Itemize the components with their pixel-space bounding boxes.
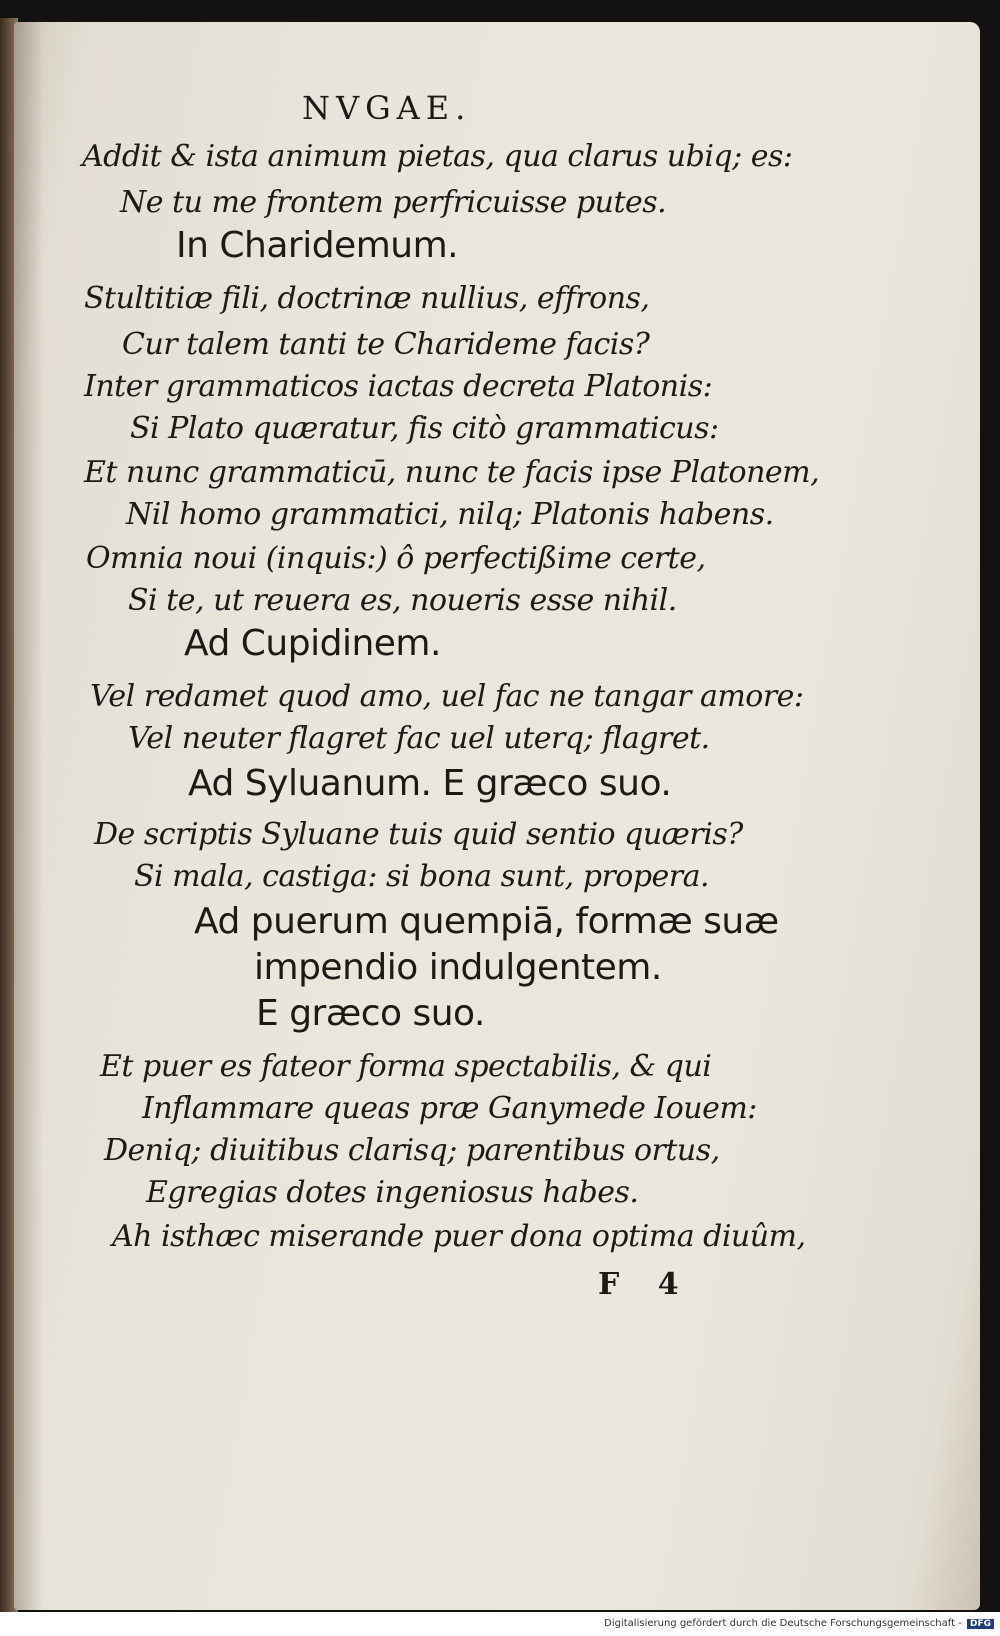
text-line: Inter grammaticos iactas decreta Platonis: [84,369,713,404]
text-line: Stultitiæ fili, doctrinæ nullius, effrons, [84,281,650,316]
text-line: Ah isthæc miserande puer dona optima diuûm, [112,1219,806,1254]
text-line: Egregias dotes ingeniosus habes. [146,1175,639,1210]
text-line: Deniq; diuitibus clarisq; parentibus ortus, [104,1133,720,1168]
section-heading: In Charidemum. [176,225,459,266]
text-line: Si mala, castiga: si bona sunt, propera. [134,859,710,894]
text-line: Cur talem tanti te Charideme facis? [122,327,650,362]
text-line: Addit & ista animum pietas, qua clarus ubiq; es: [82,139,793,174]
dfg-logo: DFG [967,1619,994,1629]
footer-text: Digitalisierung gefördert durch die Deutsche Forschungsgemeinschaft - [604,1618,962,1629]
text-line: Vel redamet quod amo, uel fac ne tangar amore: [90,679,804,714]
text-line: Nil homo grammatici, nilq; Platonis habens. [126,497,774,532]
page-gutter-shadow [14,22,44,1610]
running-head: NVGAE. [302,89,472,127]
section-heading: Ad puerum quempiā, formæ suæ [194,901,779,942]
text-line: Si te, ut reuera es, noueris esse nihil. [128,583,677,618]
text-line: Inflammare queas præ Ganymede Iouem: [142,1091,757,1126]
section-heading: E græco suo. [256,993,485,1034]
text-line: Ne tu me frontem perfricuisse putes. [120,185,667,220]
text-line: Et puer es fateor forma spectabilis, & qui [100,1049,712,1084]
signature-mark: F 4 [598,1267,693,1302]
section-heading: impendio indulgentem. [254,947,662,988]
text-line: Omnia noui (inquis:) ô perfectißime certe, [86,541,706,576]
text-line: De scriptis Syluane tuis quid sentio quæris? [94,817,743,852]
text-line: Vel neuter flagret fac uel uterq; flagret. [128,721,710,756]
digitization-footer [604,1618,994,1629]
text-line: Et nunc grammaticū, nunc te facis ipse Platonem, [84,455,820,490]
book-page [14,22,980,1610]
text-line: Si Plato quæratur, fis citò grammaticus: [130,411,719,446]
section-heading: Ad Syluanum. E græco suo. [188,763,672,804]
section-heading: Ad Cupidinem. [184,623,441,664]
